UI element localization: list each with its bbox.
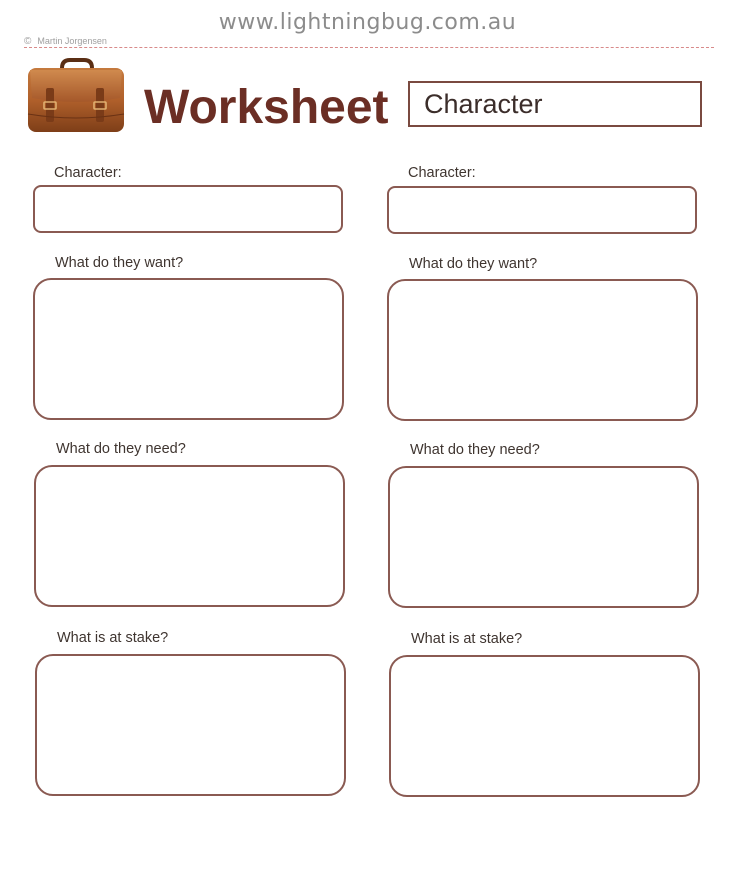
character-input-left[interactable]: [33, 185, 343, 233]
need-input-right[interactable]: [388, 466, 699, 608]
topic-box: Character: [408, 81, 702, 127]
stake-input-right[interactable]: [389, 655, 700, 797]
field-label-stake: What is at stake?: [57, 630, 169, 646]
character-input-right[interactable]: [387, 186, 697, 234]
copyright-icon: ©: [24, 36, 32, 47]
site-url: www.lightningbug.com.au: [218, 10, 517, 35]
want-input-left[interactable]: [33, 278, 344, 420]
copyright-notice: [24, 36, 107, 47]
field-label-want: What do they want?: [409, 256, 538, 272]
field-label-stake: What is at stake?: [411, 631, 523, 647]
field-label-character: Character:: [54, 165, 122, 181]
header-divider: [24, 47, 714, 48]
page-title: Worksheet: [144, 81, 389, 134]
copyright-name: Martin Jorgensen: [37, 36, 107, 46]
stake-input-left[interactable]: [35, 654, 346, 796]
field-label-need: What do they need?: [410, 442, 540, 458]
field-label-character: Character:: [408, 165, 476, 181]
leather-satchel-icon: [24, 58, 128, 136]
need-input-left[interactable]: [34, 465, 345, 607]
want-input-right[interactable]: [387, 279, 698, 421]
field-label-want: What do they want?: [55, 255, 184, 271]
field-label-need: What do they need?: [56, 441, 186, 457]
